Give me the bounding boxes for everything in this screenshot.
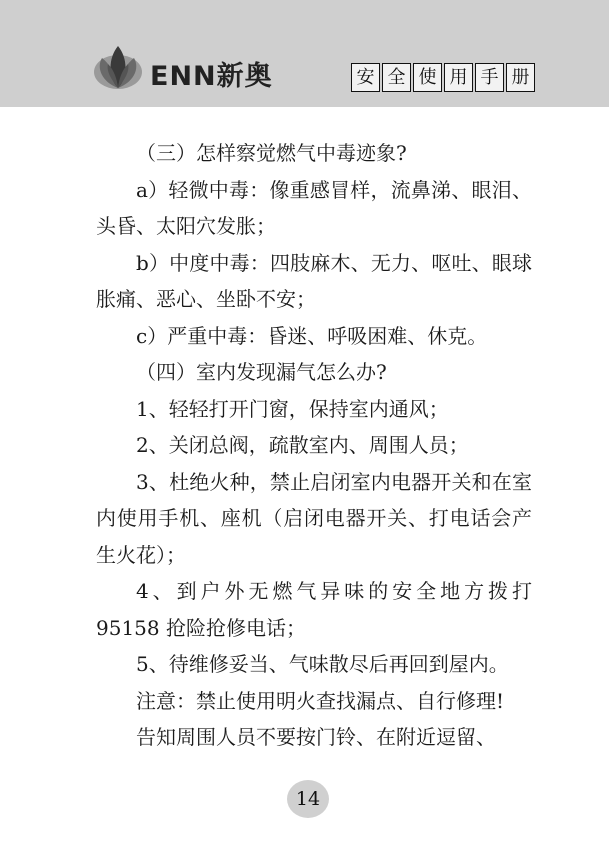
body-text	[96, 135, 532, 756]
paragraph: 4、到户外无燃气异味的安全地方拨打95158 抢险抢修电话；	[96, 579, 532, 640]
title-char: 安	[351, 63, 380, 92]
brand-name: ENN新奥	[150, 61, 273, 92]
paragraph: 注意：禁止使用明火查找漏点、自行修理!	[136, 688, 505, 713]
section-heading: （三）怎样察觉燃气中毒迹象?	[136, 141, 407, 165]
page-number: 14	[287, 780, 329, 818]
section-heading: （四）室内发现漏气怎么办?	[136, 360, 387, 384]
paragraph: c）严重中毒：昏迷、呼吸困难、休克。	[136, 323, 488, 348]
title-char: 手	[475, 63, 504, 92]
paragraph: 1、轻轻打开门窗，保持室内通风；	[136, 396, 449, 421]
title-char: 用	[444, 63, 473, 92]
title-char: 全	[382, 63, 411, 92]
paragraph: 3、杜绝火种，禁止启闭室内电器开关和在室内使用手机、座机（启闭电器开关、打电话会产生火花）；	[96, 469, 532, 567]
manual-title	[351, 63, 537, 92]
enn-logo-icon	[92, 42, 144, 94]
paragraph: 2、关闭总阀，疏散室内、周围人员；	[136, 433, 469, 457]
paragraph: 告知周围人员不要按门铃、在附近逗留、	[136, 725, 496, 749]
paragraph: b）中度中毒：四肢麻木、无力、呕吐、眼球胀痛、恶心、坐卧不安；	[96, 250, 532, 311]
paragraph: a）轻微中毒：像重感冒样，流鼻涕、眼泪、头昏、太阳穴发胀；	[96, 177, 532, 238]
paragraph: 5、待维修妥当、气味散尽后再回到屋内。	[136, 652, 509, 676]
title-char: 册	[506, 63, 535, 92]
page-header	[0, 0, 609, 107]
title-char: 使	[413, 63, 442, 92]
